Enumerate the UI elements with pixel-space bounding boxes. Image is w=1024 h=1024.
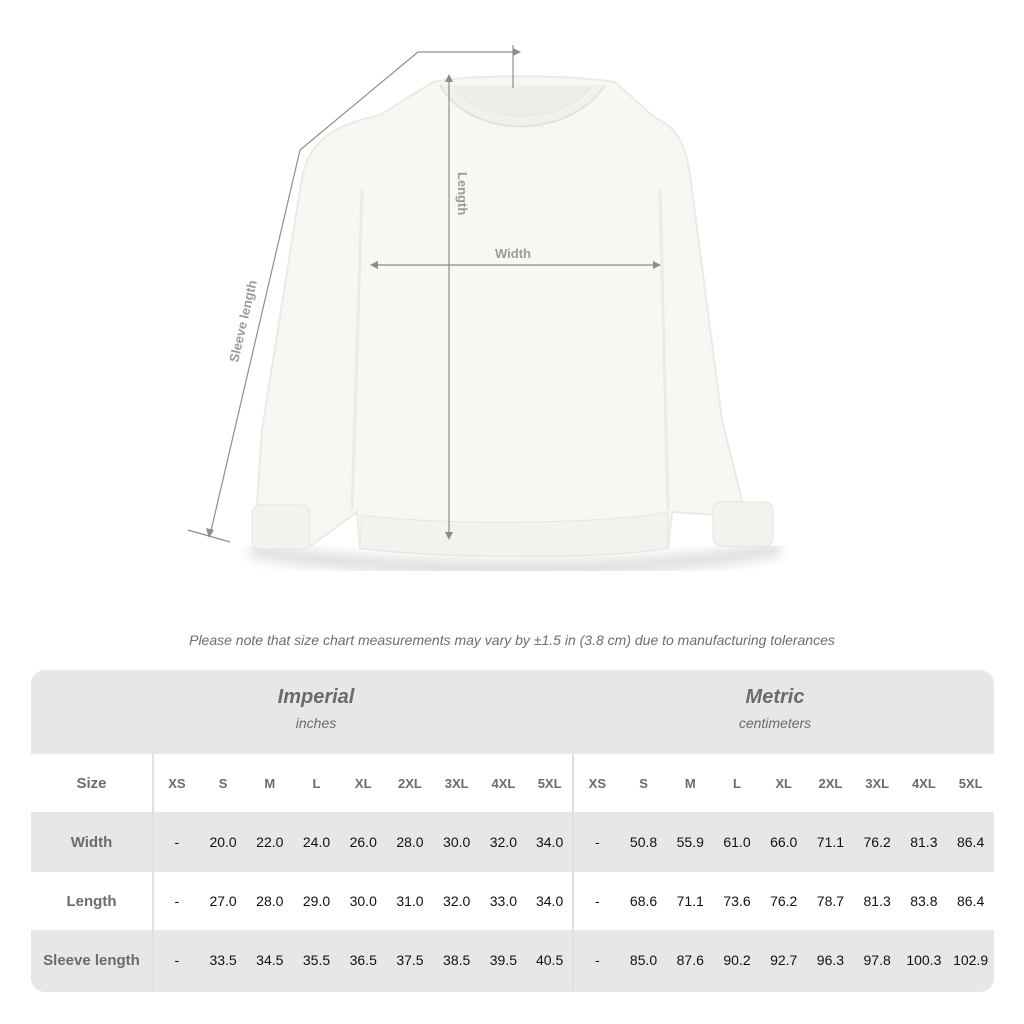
width-imperial-cell: 20.0 [200, 812, 247, 872]
width-label: Width [495, 246, 531, 261]
imperial-header [166, 686, 466, 731]
length-imperial-cell: 27.0 [200, 872, 247, 930]
metric-title: Metric [745, 686, 805, 708]
length-imperial-cell: 29.0 [293, 872, 340, 930]
length-row-label: Length [31, 872, 153, 930]
length-metric-cell: 78.7 [807, 872, 854, 930]
metric-size-xl: XL [760, 754, 807, 812]
metric-size-s: S [620, 754, 667, 812]
width-imperial-cell: 30.0 [433, 812, 480, 872]
metric-size-l: L [714, 754, 761, 812]
imperial-size-xs: XS [153, 754, 200, 812]
imperial-size-m: M [246, 754, 293, 812]
sleeve-length-metric-cell: 100.3 [901, 930, 948, 990]
sleeve-length-label: Sleeve length [226, 278, 260, 364]
size-table [31, 754, 994, 990]
sleeve-length-metric-cell: 90.2 [714, 930, 761, 990]
width-imperial-cell: 26.0 [340, 812, 387, 872]
width-metric-cell: 55.9 [667, 812, 714, 872]
imperial-size-4xl: 4XL [480, 754, 527, 812]
metric-size-xs: XS [573, 754, 620, 812]
length-label: Length [455, 172, 470, 216]
width-metric-cell: 71.1 [807, 812, 854, 872]
metric-size-2xl: 2XL [807, 754, 854, 812]
sleeve-length-imperial-cell: 36.5 [340, 930, 387, 990]
table-row [31, 872, 994, 930]
length-metric-cell: 81.3 [854, 872, 901, 930]
metric-size-5xl: 5XL [947, 754, 994, 812]
width-metric-cell: 50.8 [620, 812, 667, 872]
imperial-size-l: L [293, 754, 340, 812]
length-metric-cell: 76.2 [760, 872, 807, 930]
length-metric-cell: 83.8 [901, 872, 948, 930]
sleeve-length-imperial-cell: 37.5 [387, 930, 434, 990]
sleeve-length-metric-cell: 92.7 [760, 930, 807, 990]
metric-size-3xl: 3XL [854, 754, 901, 812]
size-header-row [31, 754, 994, 812]
metric-unit: centimeters [738, 715, 812, 731]
imperial-size-2xl: 2XL [387, 754, 434, 812]
width-imperial-cell: 34.0 [527, 812, 574, 872]
length-imperial-cell: 31.0 [387, 872, 434, 930]
table-row [31, 812, 994, 872]
width-metric-cell: - [573, 812, 620, 872]
table-row [31, 930, 994, 990]
length-metric-cell: - [573, 872, 620, 930]
width-imperial-cell: 32.0 [480, 812, 527, 872]
sleeve-length-metric-cell: 97.8 [854, 930, 901, 990]
width-metric-cell: 66.0 [760, 812, 807, 872]
length-metric-cell: 68.6 [620, 872, 667, 930]
sleeve-length-row-label: Sleeve length [31, 930, 153, 990]
sleeve-length-imperial-cell: 40.5 [527, 930, 574, 990]
sleeve-length-metric-cell: 87.6 [667, 930, 714, 990]
size-header-label: Size [31, 754, 153, 812]
imperial-size-5xl: 5XL [527, 754, 574, 812]
metric-header [625, 686, 925, 731]
sleeve-length-metric-cell: 85.0 [620, 930, 667, 990]
width-metric-cell: 81.3 [901, 812, 948, 872]
width-row-label: Width [31, 812, 153, 872]
width-imperial-cell: - [153, 812, 200, 872]
sleeve-length-imperial-cell: 34.5 [246, 930, 293, 990]
length-imperial-cell: 32.0 [433, 872, 480, 930]
width-imperial-cell: 22.0 [246, 812, 293, 872]
width-imperial-cell: 24.0 [293, 812, 340, 872]
length-imperial-cell: 28.0 [246, 872, 293, 930]
metric-size-m: M [667, 754, 714, 812]
imperial-size-3xl: 3XL [433, 754, 480, 812]
length-imperial-cell: 30.0 [340, 872, 387, 930]
imperial-title: Imperial [277, 686, 355, 708]
length-metric-cell: 71.1 [667, 872, 714, 930]
sweatshirt-body [257, 76, 742, 556]
tolerance-note: Please note that size chart measurements may vary by ±1.5 in (3.8 cm) due to manufacturing tolerances [189, 632, 835, 648]
imperial-size-s: S [200, 754, 247, 812]
length-imperial-cell: 34.0 [527, 872, 574, 930]
length-metric-cell: 73.6 [714, 872, 761, 930]
length-imperial-cell: 33.0 [480, 872, 527, 930]
width-metric-cell: 61.0 [714, 812, 761, 872]
width-imperial-cell: 28.0 [387, 812, 434, 872]
imperial-unit: inches [295, 715, 337, 731]
metric-size-4xl: 4XL [901, 754, 948, 812]
width-metric-cell: 76.2 [854, 812, 901, 872]
sleeve-length-imperial-cell: - [153, 930, 200, 990]
sleeve-length-metric-cell: 96.3 [807, 930, 854, 990]
sleeve-length-imperial-cell: 39.5 [480, 930, 527, 990]
sleeve-length-imperial-cell: 35.5 [293, 930, 340, 990]
sleeve-length-imperial-cell: 33.5 [200, 930, 247, 990]
imperial-size-xl: XL [340, 754, 387, 812]
sleeve-length-imperial-cell: 38.5 [433, 930, 480, 990]
sleeve-length-metric-cell: - [573, 930, 620, 990]
size-chart-panel [31, 670, 994, 992]
sleeve-length-metric-cell: 102.9 [947, 930, 994, 990]
width-metric-cell: 86.4 [947, 812, 994, 872]
length-metric-cell: 86.4 [947, 872, 994, 930]
length-imperial-cell: - [153, 872, 200, 930]
